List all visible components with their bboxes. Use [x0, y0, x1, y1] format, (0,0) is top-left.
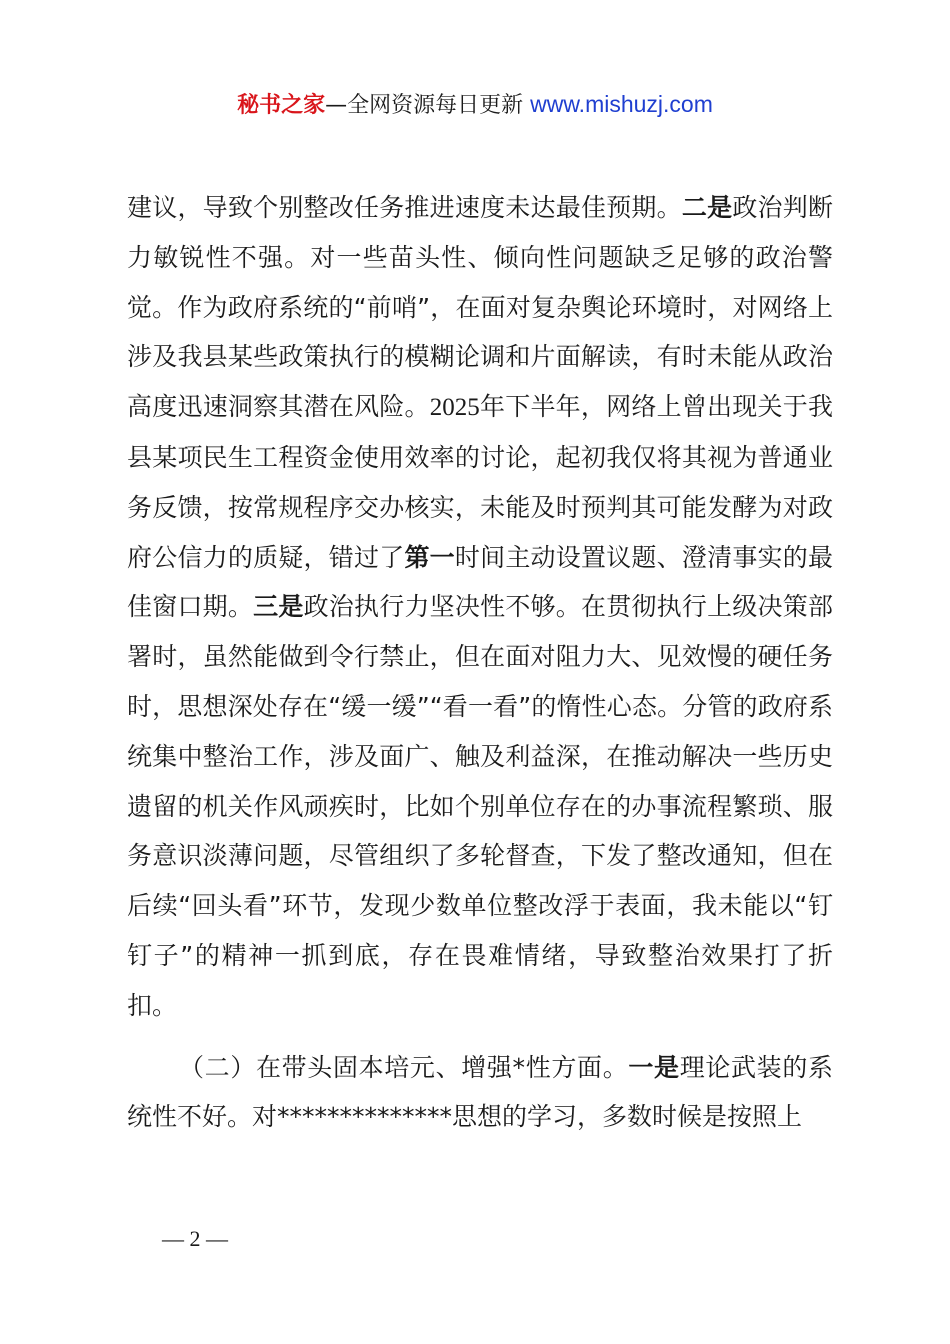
document-body: [127, 183, 833, 1142]
text-segment: 建议，导致个别整改任务推进速度未达最佳预期。: [127, 193, 682, 222]
paragraph-1: [127, 183, 833, 1031]
section-heading: （二）在带头固本培元、增强*性方面。: [179, 1052, 629, 1082]
brand-name: 秘书之家: [237, 93, 326, 118]
text-segment: 政治执行力坚决性不够。在贯彻执行上级决策部署时，虽然能做到令行禁止，但在面对阻力大、见效慢的硬任务时，思想深处存在“缓一缓”“看一看”的惰性心态。分管的政府系统集中整治工作，涉及面广、触及利益深，在推动解决一些历史遗留的机关作风顽疾时，比如个别单位存在的办事流程繁琐、服务意识淡薄问题，尽管组织了多轮督查，下发了整改通知，但在后续“回头看”环节，发现少数单位整改浮于表面，我未能以“钉钉子”的精神一抓到底，存在畏难情绪，导致整治效果打了折扣。: [127, 592, 833, 1020]
year-number: 2025: [429, 394, 480, 422]
text-segment: 年下半年，网络上曾出现关于我县某项民生工程资金使用效率的讨论，起初我仅将其视为普通业务反馈，按常规程序交办核实，未能及时预判其可能发酵为对政府公信力的质疑，错过了: [127, 392, 833, 572]
text-segment: 时间主动设置议题、澄清事实的最佳窗口期。: [127, 542, 833, 622]
bold-keyword: 二是: [681, 193, 733, 222]
page-number: — 2 —: [162, 1226, 228, 1251]
paragraph-2: [127, 1043, 833, 1143]
header-tagline: —全网资源每日更新: [325, 93, 531, 118]
site-url-link[interactable]: www.mishuzj.com: [530, 91, 713, 117]
site-header: [0, 88, 950, 122]
bold-keyword: 一是: [628, 1052, 680, 1082]
text-segment: 政治判断力敏锐性不强。对一些苗头性、倾向性问题缺乏足够的政治警觉。作为政府系统的“前哨”，在面对复杂舆论环境时，对网络上涉及我县某些政策执行的模糊论调和片面解读，有时未能从政治高度迅速洞察其潜在风险。: [127, 193, 833, 422]
bold-keyword: 第一: [404, 542, 455, 572]
text-segment: 理论武装的系统性不好。对**************思想的学习，多数时候是按照上: [127, 1052, 833, 1132]
bold-keyword: 三是: [253, 592, 304, 622]
